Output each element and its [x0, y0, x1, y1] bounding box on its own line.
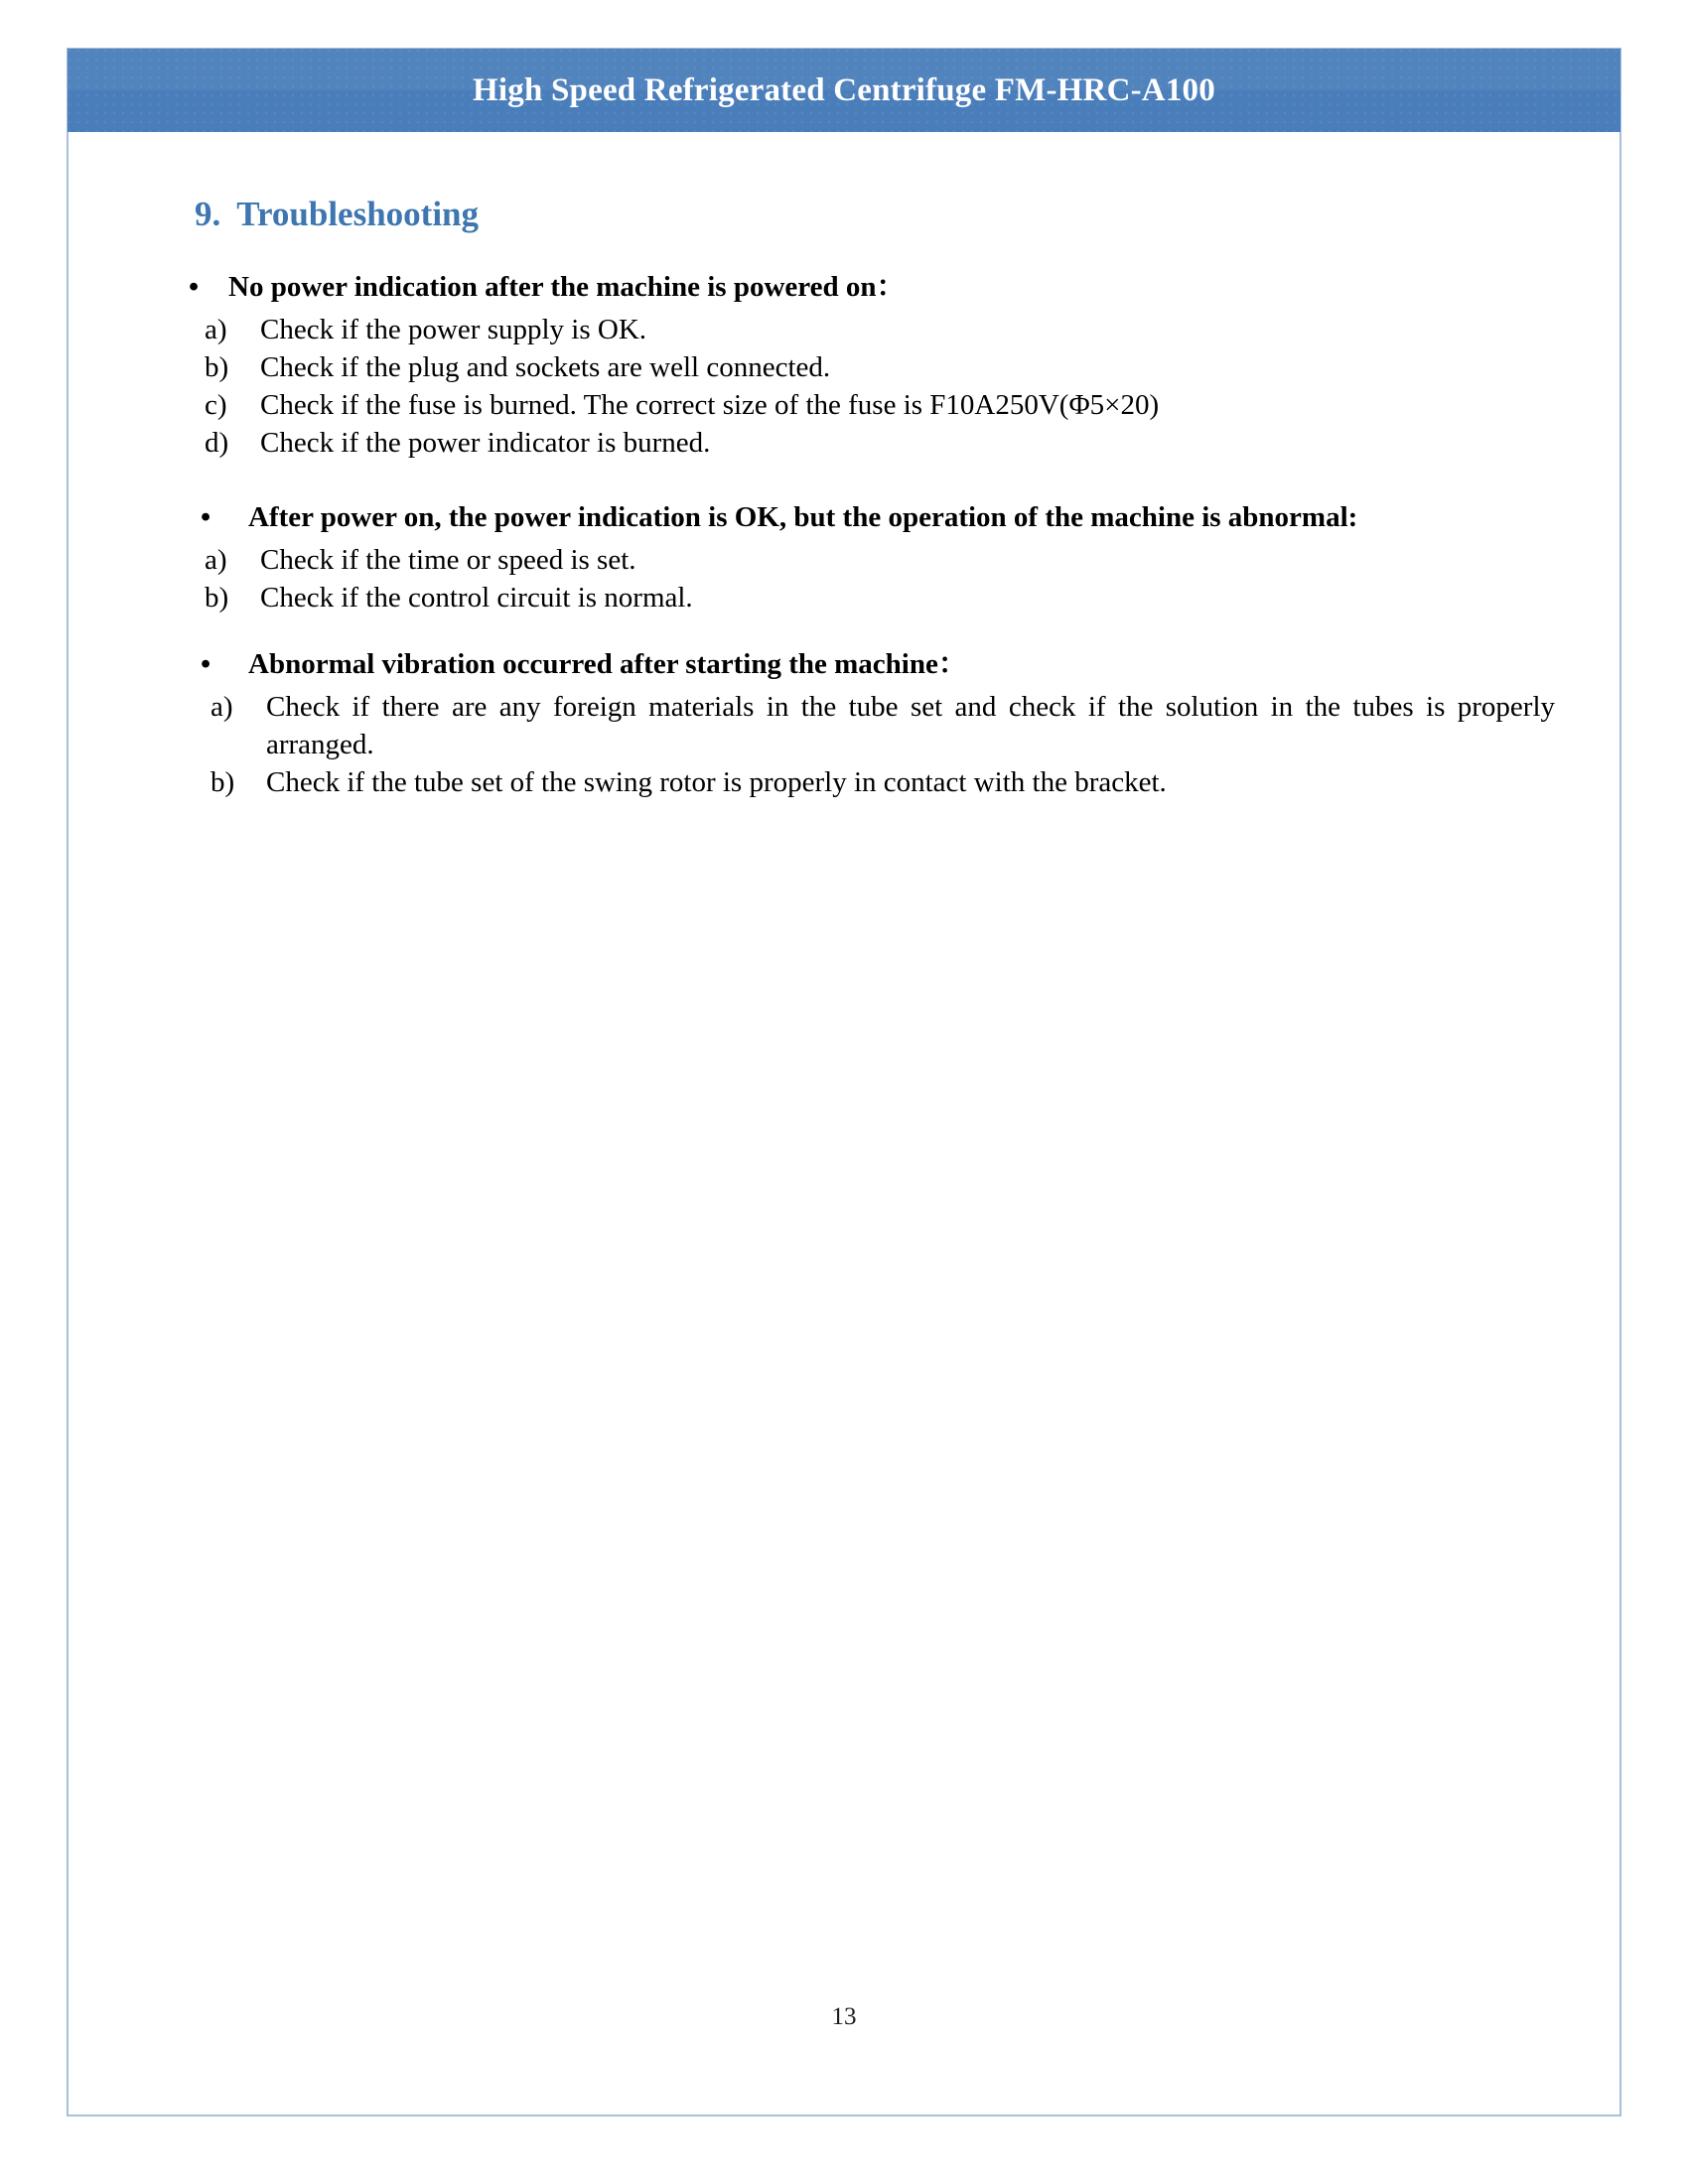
list-item	[68, 541, 1620, 579]
list-item	[68, 424, 1620, 462]
bullet-dot-icon: •	[201, 648, 211, 680]
sub-item-list	[68, 311, 1620, 463]
list-item-marker: a)	[211, 690, 233, 723]
troubleshooting-block	[68, 646, 1620, 801]
list-item-text: Check if there are any foreign materials in the tube set and check if the solution in the tubes is properly arranged.	[266, 690, 1555, 760]
running-head-band	[68, 49, 1620, 132]
list-item-marker: a)	[205, 543, 227, 576]
bullet-heading	[68, 499, 1620, 537]
running-head-title: High Speed Refrigerated Centrifuge FM-HRC-A100	[473, 71, 1215, 108]
list-item-text: Check if the control circuit is normal.	[260, 581, 693, 614]
list-item-text: Check if the power indicator is burned.	[260, 427, 711, 460]
list-item-text: Check if the plug and sockets are well connected.	[260, 350, 831, 383]
sub-item-list	[68, 541, 1620, 617]
sub-item-list	[68, 688, 1620, 802]
list-item-marker: c)	[205, 389, 227, 422]
list-item	[68, 763, 1620, 801]
list-item-marker: d)	[205, 427, 229, 460]
list-item	[68, 348, 1620, 386]
page-number: 13	[831, 2003, 857, 2030]
section-number: 9.	[195, 195, 221, 233]
list-item	[68, 311, 1620, 348]
bullet-heading	[68, 646, 1620, 684]
bullet-heading-text: No power indication after the machine is powered on：	[228, 271, 906, 303]
list-item-marker: a)	[205, 313, 227, 345]
list-item-text: Check if the tube set of the swing rotor is properly in contact with the bracket.	[266, 766, 1167, 799]
section-heading	[195, 194, 479, 235]
list-item-text: Check if the fuse is burned. The correct size of the fuse is F10A250V(Φ5×20)	[260, 389, 1160, 422]
list-item-marker: b)	[205, 350, 229, 383]
list-item-text: Check if the time or speed is set.	[260, 543, 636, 576]
bullet-heading	[68, 269, 1620, 307]
list-item-text: Check if the power supply is OK.	[260, 313, 647, 345]
section-title: Troubleshooting	[236, 195, 480, 233]
list-item	[68, 688, 1620, 764]
bullet-heading-text: Abnormal vibration occurred after starting the machine：	[248, 648, 967, 680]
list-item	[68, 579, 1620, 616]
troubleshooting-block	[68, 269, 1620, 463]
list-item-marker: b)	[211, 766, 235, 799]
troubleshooting-block	[68, 499, 1620, 616]
list-item-marker: b)	[205, 581, 229, 614]
bullet-dot-icon: •	[201, 501, 211, 533]
bullet-dot-icon: •	[189, 271, 200, 303]
list-item	[68, 386, 1620, 424]
bullet-heading-text: After power on, the power indication is OK, but the operation of the machine is abnormal:	[248, 501, 1358, 533]
